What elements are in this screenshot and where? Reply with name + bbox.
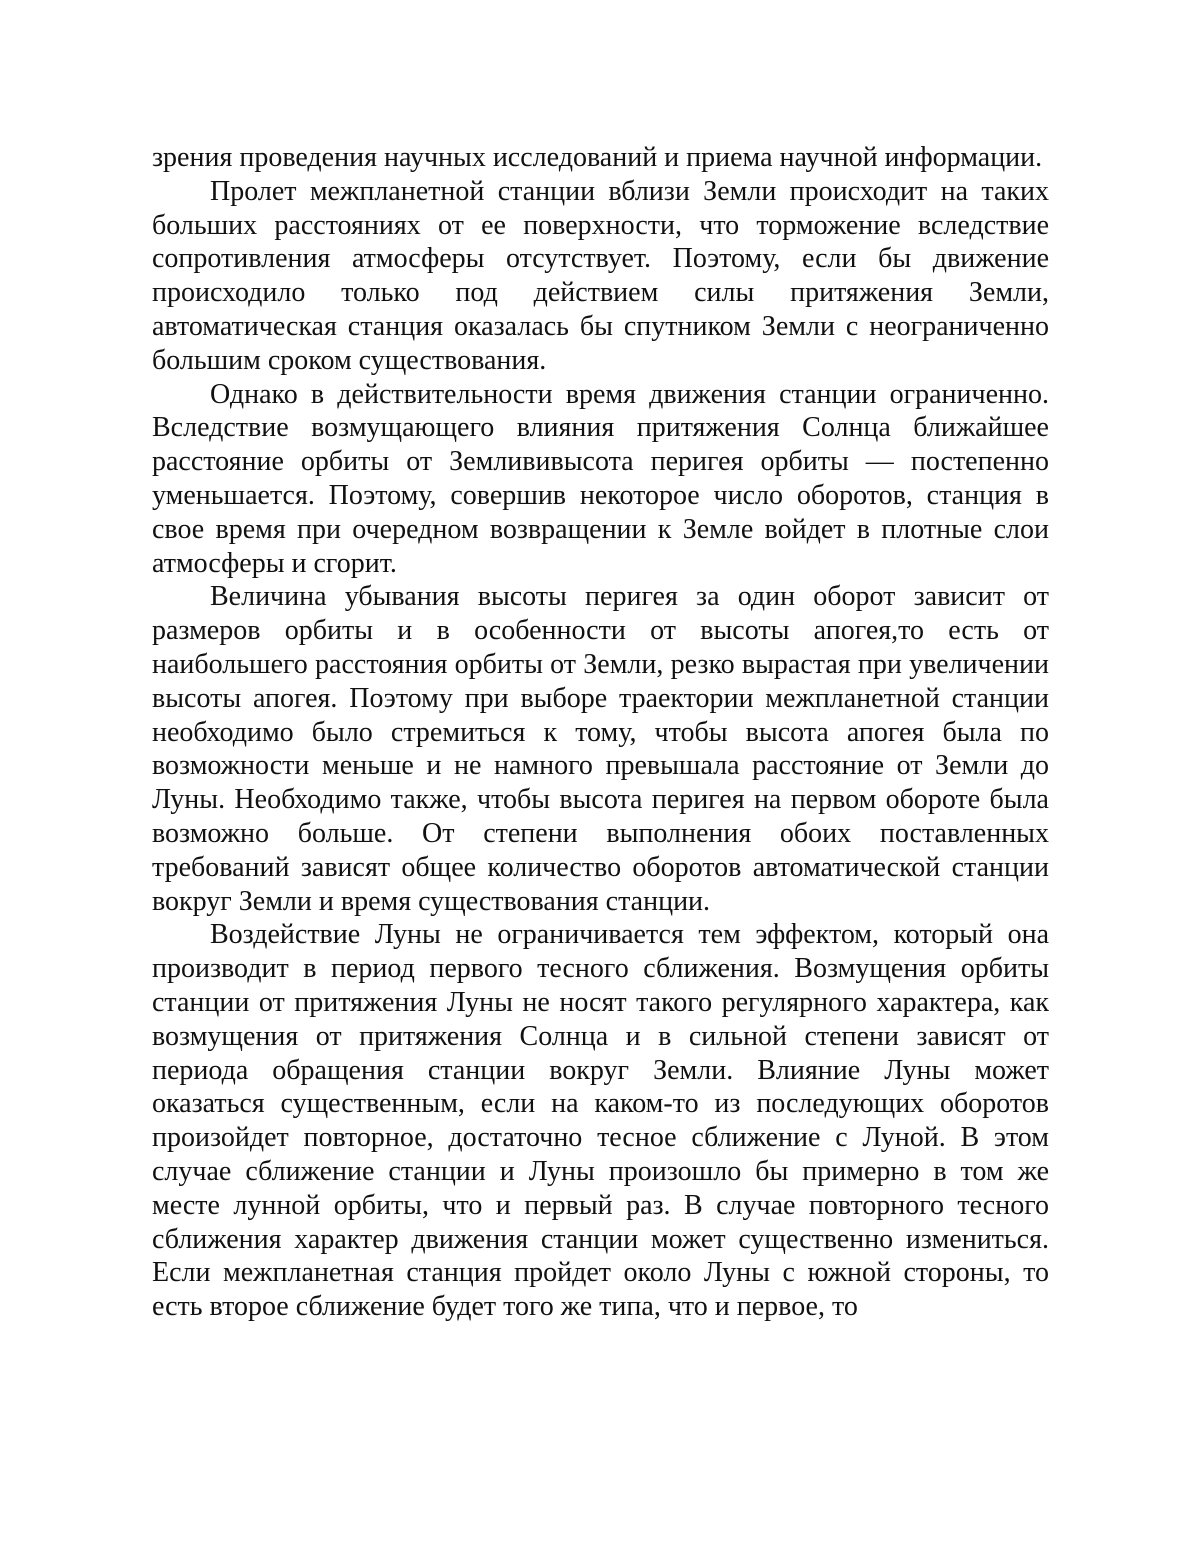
paragraph: Пролет межпланетной станции вблизи Земли происходит на таких больших расстояниях от ее поверхности, что торможение вследствие сопротивления атмосферы отсутствует. Поэтому, если бы движение происходило только под действием силы притяжения Земли, автоматическая станция оказалась бы спутником Земли с неограниченно большим сроком существования. [152,175,1049,376]
paragraph: Однако в действительности время движения станции ограниченно. Вследствие возмущающего влияния притяжения Солнца ближайшее расстояние орбиты от Землививысота перигея орбиты — постепенно уменьшается. Поэтому, совершив некоторое число оборотов, станция в свое время при очередном возвращении к Земле войдет в плотные слои атмосферы и сгорит. [152,378,1049,579]
paragraph-continuation: зрения проведения научных исследований и приема научной информации. [152,142,1043,173]
paragraph: Величина убывания высоты перигея за один оборот зависит от размеров орбиты и в особенности от высоты апогея,то есть от наибольшего расстояния орбиты от Земли, резко вырастая при увеличении высоты апогея. Поэтому при выборе траектории межпланетной станции необходимо было стремиться к тому, чтобы высота апогея была по возможности меньше и не намного превышала расстояние от Земли до Луны. Необходимо также, чтобы высота перигея на первом обороте была возможно больше. От степени выполнения обоих поставленных требований зависят общее количество оборотов автоматической станции вокруг Земли и время существования станции. [152,581,1049,917]
document-page [152,141,1049,1324]
paragraph: Воздействие Луны не ограничивается тем эффектом, который она производит в период первого тесного сближения. Возмущения орбиты станции от притяжения Луны не носят такого регулярного характера, как возмущения от притяжения Солнца и в сильной степени зависят от периода обращения станции вокруг Земли. Влияние Луны может оказаться существенным, если на каком-то из последующих оборотов произойдет повторное, достаточно тесное сближение с Луной. В этом случае сближение станции и Луны произошло бы примерно в том же месте лунной орбиты, что и первый раз. В случае повторного тесного сближения характер движения станции может существенно измениться. Если межпланетная станция пройдет около Луны с южной стороны, то есть второе сближение будет того же типа, что и первое, то [152,919,1049,1323]
